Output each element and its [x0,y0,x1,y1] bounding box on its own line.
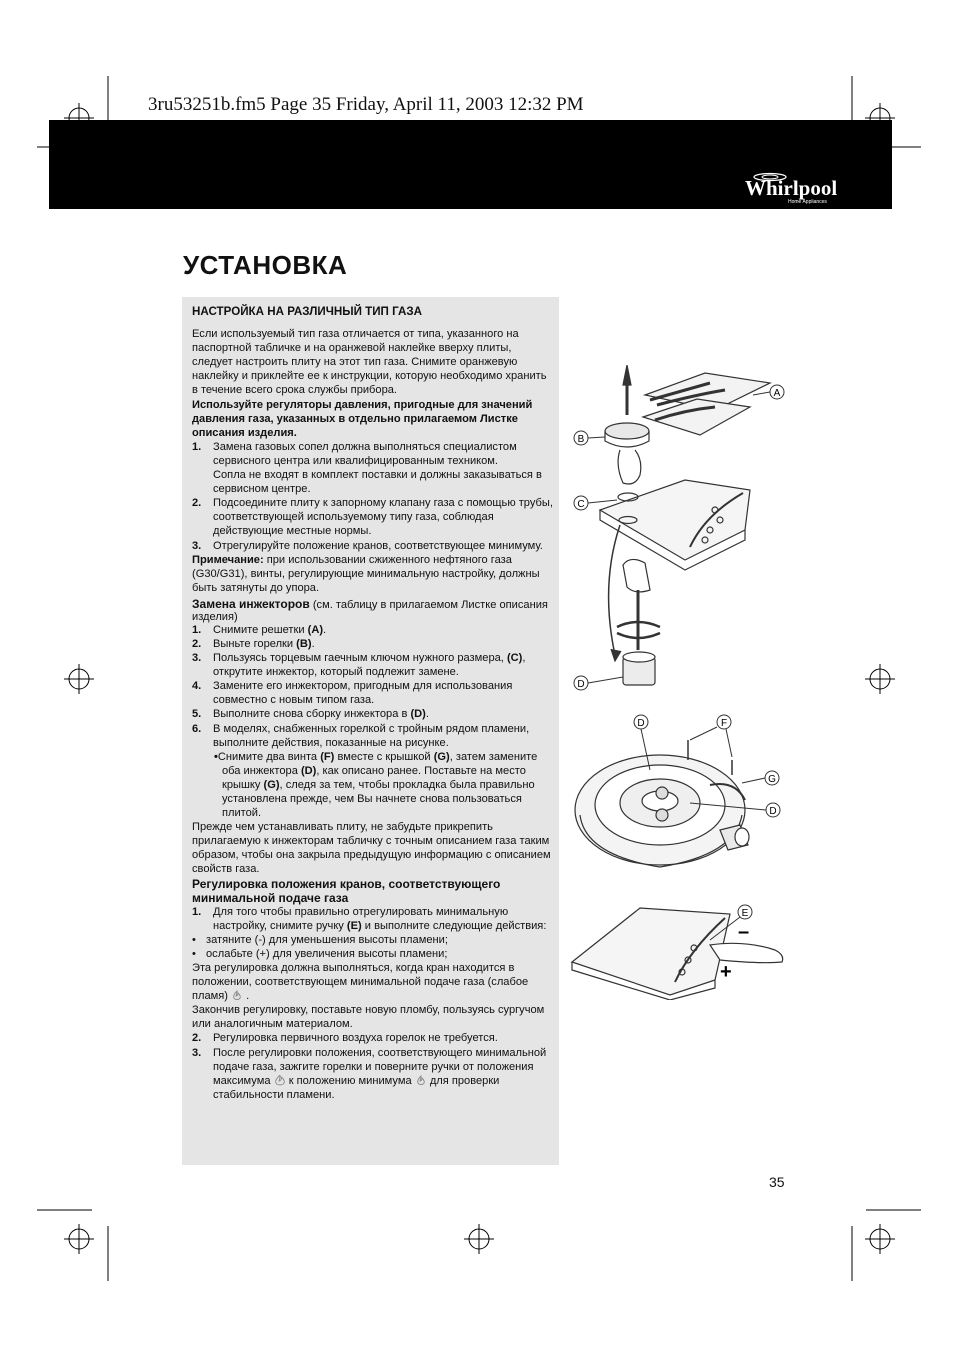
list-item [192,539,554,553]
minus-sign: – [738,921,750,943]
svg-text:A: A [773,388,781,399]
list-item: 3. Пользуясь торцевым гаечным ключом нужного размера, (C), открутите инжектор, который подлежит замене. [192,652,526,679]
pressure-warning: Используйте регуляторы давления, пригодные для значений давления газа, указанных в отдельно прилагаемом Листке описания изделия. [192,398,533,439]
list-item: 6. В моделях, снабженных горелкой с тройным рядом пламени, выполните действия, показанные на рисунке. [192,722,530,749]
svg-text:B: B [577,434,585,445]
list-item: 1. Для того чтобы правильно отрегулировать минимальную настройку, снимите ручку (E) и выполните следующие действия: [192,905,547,932]
list-text: Замена газовых сопел должна выполняться специалистом сервисного центра или квалифицированным техником. Сопла не входят в комплект поставки и должны заказываться в сервисном центре. [213,440,542,496]
label-g [742,771,779,785]
instructions-column [192,305,554,1102]
label-f [690,715,732,757]
svg-text:C: C [577,499,585,510]
list-item [192,440,554,496]
list-number: 2. [192,497,202,510]
valves-paragraph: Закончив регулировку, поставьте новую пломбу, пользуясь сургучом или аналогичным материалом. [192,1004,545,1031]
brand-sub: Home Appliances [788,199,827,205]
burner-drawing [605,365,649,484]
svg-text:G: G [768,774,776,785]
hob-drawing [600,480,750,570]
brand-logo [736,172,846,212]
label-d [574,676,623,690]
list-text: Отрегулируйте положение кранов, соответствующее минимуму. [213,539,543,552]
list-text: Подсоедините плиту к запорному клапану газа с помощью трубы, соответствующей используемому типу газа, соблюдая действующие местные нормы. [213,497,553,538]
high-flame-icon [274,1075,286,1086]
burner-ring-drawing [575,740,749,867]
figure-injector-removal [565,365,795,700]
figure-triple-burner [570,705,790,890]
figure-min-adjustment [570,900,790,1000]
svg-text:E: E [741,908,749,919]
control-panel-drawing [572,908,783,1000]
svg-text:D: D [577,679,585,690]
valves-heading: Регулировка положения кранов, соответствующего минимальной подаче газа [192,876,501,905]
list-number: 1. [192,440,202,453]
list-item: 2. Регулировка первичного воздуха горелок не требуется. [192,1032,498,1045]
page-title: УСТАНОВКА [183,250,348,280]
grate-drawing [643,373,770,435]
valves-paragraph: Эта регулировка должна выполняться, когда кран находится в положении, соответствующем минимальной подаче газа (слабое пламя) . [192,961,529,1003]
section-heading: НАСТРОЙКА НА РАЗЛИЧНЫЙ ТИП ГАЗА [192,305,422,318]
low-flame-icon [415,1075,427,1086]
note-paragraph: Примечание: при использовании сжиженного нефтяного газа (G30/G31), винты, регулирующие минимальную настройку, должны быть затянуты до упора. [192,553,540,594]
list-item [192,496,554,538]
list-item: 5. Выполните снова сборку инжектора в (D). [192,708,429,721]
svg-text:F: F [720,718,728,729]
list-item: 3. После регулировки положения, соответствующего минимальной подаче газа, зажгите горелки и поверните ручки от положения максимума к положению минимума для проверки стабильности пламени. [192,1046,547,1101]
bullet-item: • ослабьте (+) для увеличения высоты пламени; [192,947,448,960]
wrench-drawing [609,525,660,685]
intro-paragraph: Если используемый тип газа отличается от типа, указанного на паспортной табличке и на оранжевой наклейке вверху плиты, следует настроить плиту на этот тип газа. Снимите оранжевую наклейку и приклейте ее к инструкции, которую необходимо хранить в течение всего срока службы прибора. [192,328,547,397]
bullet-item: • затяните (-) для уменьшения высоты пламени; [192,933,448,946]
brand-name: Whirlpool [745,176,838,200]
plus-sign: + [720,961,732,983]
list-item: 2. Выньте горелки (B). [192,637,315,650]
injectors-heading: Замена инжекторов (см. таблицу в прилагаемом Листке описания изделия) [192,596,548,623]
list-number: 3. [192,539,202,552]
page-number: 35 [769,1174,785,1190]
closing-paragraph: Прежде чем устанавливать плиту, не забудьте прикрепить прилагаемую к инжекторам табличку с точным описанием газа таким образом, чтобы она закрыла предыдущую информацию с описанием свойств газа. [192,821,551,876]
list-item: 1. Снимите решетки (A). [192,623,327,636]
sub-bullet: •Снимите два винта (F) вместе с крышкой (G), затем замените оба инжектора (D), как описано ранее. Поставьте на место крышку (G), следя за тем, чтобы прокладка была правильно установлена прежде, чем Вы начнете снова пользоваться плитой. [214,750,538,820]
svg-text:D: D [769,806,777,817]
list-item: 4. Замените его инжектором, пригодным для использования совместно с новым типом газа. [192,680,513,707]
label-b [574,431,605,445]
low-flame-icon [231,990,243,1001]
file-slug-line: 3ru53251b.fm5 Page 35 Friday, April 11, 2003 12:32 PM [148,94,584,115]
svg-text:D: D [637,718,645,729]
